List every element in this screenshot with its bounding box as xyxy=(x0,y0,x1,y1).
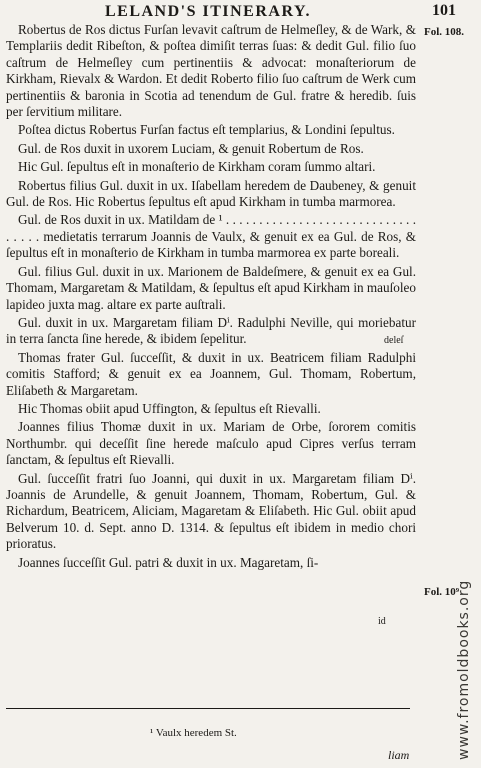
paragraph: Gul. de Ros duxit in ux. Matildam de ¹ . . . . . . . . . . . . . . . . . . . . . . . . . . . . . . . . . . medietatis terrarum Joannis de Vaulx, & genuit ex ea Gul. de Ros, & ſepultus eſt in monaſterio de Kirkham in tumba marmorea ex parte boreali. xyxy=(6,212,416,261)
paragraph: Joannes ſucceſſit Gul. patri & duxit in ux. Magaretam, ſi- xyxy=(18,554,319,570)
paragraph: Robertus filius Gul. duxit in ux. Iſabellam heredem de Daubeney, & genuit Gul. de Ros. Hic Robertus ſepultus eſt apud Kirkham in tumba marmorea. xyxy=(6,177,416,210)
paragraph: Joannes filius Thomæ duxit in ux. Mariam de Orbe, ſororem comitis Northumbr. qui deceſſit ſine herede maſculo apud Cipres verſus terram ſanctam, & ſepultus eſt Rievalli. xyxy=(6,419,416,468)
paragraph: Hic Thomas obiit apud Uffington, & ſepultus eſt Rievalli. xyxy=(18,400,321,416)
paragraph: Gul. ſucceſſit fratri ſuo Joanni, qui duxit in ux. Margaretam filiam Dⁱ. Joannis de Arundelle, & genuit Joannem, Thomam, Robertum, Gul. & Richardum, Beatricem, Aliciam, Magaretam & Eliſabeth. Hic Gul. obiit apud Belverum 10. d. Sept. anno D. 1314. & ſepultus eſt ibidem in medio chori prioratus. xyxy=(6,470,416,552)
catchword: liam xyxy=(388,748,410,762)
paragraph: Hic Gul. ſepultus eſt in monaſterio de Kirkham coram ſummo altari. xyxy=(18,159,376,175)
paragraph: Gul. duxit in ux. Margaretam filiam Dⁱ. Radulphi Neville, qui moriebatur in terra ſancta ſine herede, & ibidem ſepelitur. xyxy=(6,314,416,347)
page-header xyxy=(8,3,408,21)
paragraph: Thomas frater Gul. ſucceſſit, & duxit in ux. Beatricem filiam Radulphi comitis Stafford; & genuit ex ea Joannem, Gul. Thomam, Robertum, Eliſabeth & Margaretam. xyxy=(6,349,416,398)
footnote: ¹ Vaulx heredem St. xyxy=(150,727,237,739)
paragraph: Robertus de Ros dictus Furſan levavit caſtrum de Helmeſley, & de Wark, & Templariis dedit Ribeſton, & poſtea dimiſit terras ſuas: & dedit Gul. filio ſuo caſtrum de Helmeſley cum pertinentiis & advocat: monaſteriorum de Kirkham, Rievalx & Wardon. Et dedit Roberto filio ſuo caſtrum de Werk cum pertinentiis & baronia in Scotia ad tenendum de Gul. fratre & heredib. ſuis per ſervitium militare. xyxy=(6,22,416,120)
paragraph: Poſtea dictus Robertus Furſan factus eſt templarius, & Londini ſepultus. xyxy=(18,122,395,138)
margin-note-folio: Fol. 10⁹ xyxy=(424,586,460,598)
footnote-rule xyxy=(6,708,410,709)
running-title: LELAND'S ITINERARY. xyxy=(104,3,312,20)
paragraph: Gul. de Ros duxit in uxorem Luciam, & genuit Robertum de Ros. xyxy=(18,140,364,156)
interlinear-note: deleſ xyxy=(384,335,404,346)
margin-note-folio: Fol. 108. xyxy=(424,26,465,38)
watermark: www.fromoldbooks.org xyxy=(456,579,472,760)
page-number: 101 xyxy=(432,2,456,19)
paragraph: Gul. filius Gul. duxit in ux. Marionem de Baldeſmere, & genuit ex ea Gul. Thomam, Margaretam & Matildam, & ſepultus eſt apud Kirkham in mauſoleo lapideo juxta mag. altare ex parte auſtrali. xyxy=(6,263,416,312)
interlinear-note: id xyxy=(378,616,386,627)
body-text xyxy=(6,22,416,573)
